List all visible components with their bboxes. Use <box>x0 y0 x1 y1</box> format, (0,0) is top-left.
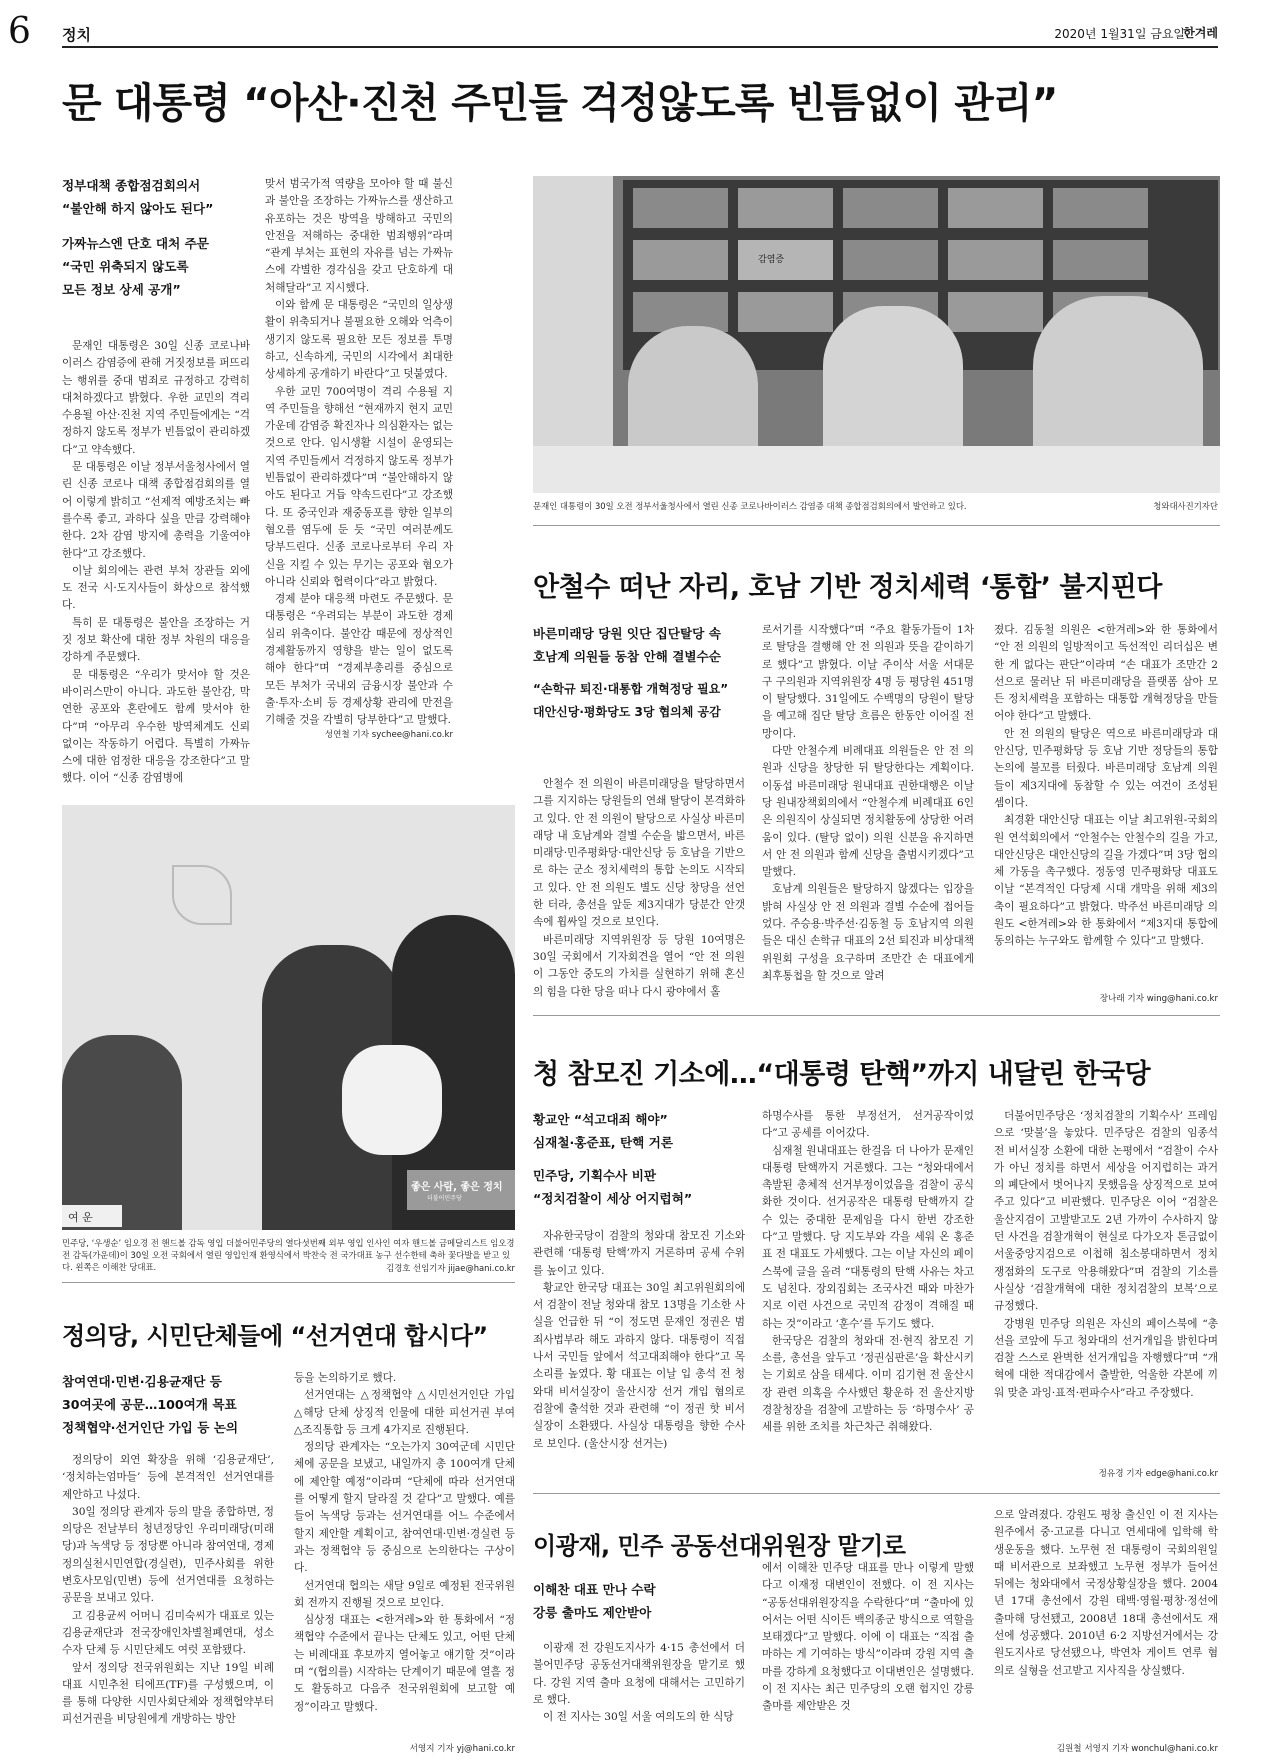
paragraph: 앞서 정의당 전국위원회는 지난 19일 비례대표 시민추천 티에프(TF)를 구성했으며, 이를 통해 다양한 시민사회단체와 정책협약부터 피선거권을 비당원에게 개방하는 방안 <box>62 1661 274 1726</box>
leaf-decoration <box>172 865 232 925</box>
article2-subhead: 호남계 의원들 동참 안해 결별수순 <box>533 649 721 664</box>
divider <box>533 1493 1220 1494</box>
paragraph: 이광재 전 강원도지사가 4·15 총선에서 더불어민주당 공동선거대책위원장을 맡기로 했다. 강원 지역 출마 요청에 대해서는 고민하기로 했다. <box>533 1642 745 1706</box>
article2-headline: 안철수 떠난 자리, 호남 기반 정치세력 ‘통합’ 불지핀다 <box>533 572 1162 603</box>
article5-byline: 김원철 서영지 기자 wonchul@hani.co.kr <box>1056 1744 1218 1754</box>
backdrop-text: 좋은 사람, 좋은 정치 <box>411 1182 503 1193</box>
meeting-photo <box>533 176 1220 493</box>
article4-subheads <box>62 1370 262 1439</box>
article2-subhead: “손학규 퇴진·대통합 개혁정당 필요” <box>533 682 729 696</box>
article5-subhead: 이해찬 대표 만나 수락 <box>533 1582 656 1597</box>
paper-name: 한겨레 <box>1183 26 1218 40</box>
paragraph: 하명수사를 통한 부정선거, 선거공작이었다”고 공세를 이어갔다. <box>762 1110 974 1140</box>
article2-byline: 장나래 기자 wing@hani.co.kr <box>1099 994 1218 1004</box>
paragraph: 선거연대 협의는 새달 9일로 예정된 전국위원회 전까지 진행될 것으로 보인다. <box>294 1579 515 1609</box>
person-seated <box>62 1035 182 1230</box>
backdrop-sub: 더불어민주당 <box>427 1195 462 1202</box>
paragraph: 정의당이 외연 확장을 위해 ‘김용균재단’, ‘정치하는엄마들’ 등에 본격적인 선거연대를 제안하고 나섰다. <box>62 1454 274 1501</box>
article1-subhead: 가짜뉴스엔 단호 대처 주문 <box>62 236 209 251</box>
page-number: 6 <box>8 11 31 52</box>
article3-subhead: 황교안 “석고대죄 해야” <box>533 1112 668 1127</box>
article2-column-3 <box>994 622 1218 990</box>
photo1-credit: 청와대사진기자단 <box>1153 501 1218 511</box>
paragraph: 호남계 의원들은 탈당하지 않겠다는 입장을 밝혀 사실상 안 전 의원과 결별 수순에 접어들었다. 주승용·박주선·김동철 등 호남지역 의원들은 대신 손학규 대표의 2선 퇴진과 비상대책위원회 구성을 요구하며 조만간 손 대표에게 최후통첩을 할 것으로 알려 <box>762 883 974 982</box>
paragraph: 특히 문 대통령은 불안을 조장하는 거짓 정보 확산에 대한 정부 차원의 대응을 강하게 주문했다. <box>62 616 250 664</box>
article2-subhead: 대안신당·평화당도 3당 협의체 공감 <box>533 705 721 719</box>
paragraph: 우한 교민 700여명이 격리 수용될 지역 주민들을 향해선 “현재까지 현지 교민 가운데 감염증 확진자나 의심환자는 없는 것으로 안다. 임시생활 시설이 운영되는 지역 주민들께서 걱정하지 않도록 정부가 빈틈없이 관리하겠다”며 “불안해하지 않아도 된다고 거듭 약속드린다”고 강조했다. 또 중국인과 재중동포를 향한 일부의 혐오를 염두에 둔 듯 “국민 여러분께도 당부드린다. 신종 코로나로부터 우리 자신을 지킬 수 있는 무기는 공포와 혐오가 아니라 신뢰와 협력이다”라고 밝혔다. <box>265 385 453 588</box>
issue-date: 2020년 1월31일 금요일 <box>1054 27 1185 41</box>
paragraph: 심상정 대표는 <한겨레>와 한 통화에서 “정책협약 수준에서 끝나는 단체도 있고, 어떤 단체는 비례대표 후보까지 열어놓고 얘기할 것”이라며 “(협의를) 시작하는 단계이기 때문에 열흘 정도 활동하고 다음주 전국위원회에 보고할 예정”이라고 말했다. <box>294 1614 515 1713</box>
article5-subheads <box>533 1578 733 1624</box>
paragraph: 다만 안철수계 비례대표 의원들은 안 전 의원과 신당을 창당한 뒤 탈당한다는 계획이다. 이동섭 바른미래당 원내대표 권한대행은 이날 당 원내장책회의에서 “안철수계 비례대표 6인은 의원직이 상실되면 정치활동에 상당한 어려움이 있다. (탈당 없이) 의원 신분을 유지하면서 안 전 의원과 함께 신당을 출범시키겠다”고 말했다. <box>762 745 974 879</box>
article1-subhead: 정부대책 종합점검회의서 <box>62 178 201 193</box>
article3-column-1 <box>533 1228 745 1478</box>
backdrop-banner <box>407 1170 515 1210</box>
divider <box>533 525 1220 526</box>
article2-column-2 <box>762 622 974 1000</box>
paragraph: 바른미래당 지역위원장 등 당원 10여명은 30일 국회에서 기자회견을 열어 “안 전 의원이 그동안 중도의 가치를 실현하기 위해 혼신의 힘을 다한 당을 떠나 다시 광야에서 홀 <box>533 933 745 998</box>
article3-subhead: 민주당, 기획수사 비판 <box>533 1168 657 1183</box>
article5-headline: 이광재, 민주 공동선대위원장 맡기로 <box>533 1532 906 1560</box>
paragraph: 문재인 대통령은 30일 신종 코로나바이러스 감염증에 관해 거짓정보를 퍼뜨리는 행위를 중대 범죄로 규정하고 강력히 대처하겠다고 밝혔다. 우한 교민의 격리 수용될 아산·진천 지역 주민들에게는 “걱정하지 않도록 정부가 빈틈없이 관리하겠다”고 약속했다. <box>62 340 250 456</box>
article5-column-3 <box>994 1507 1218 1739</box>
article4-subhead: 참여연대·민변·김용균재단 등 <box>62 1374 222 1389</box>
divider <box>533 1015 1220 1016</box>
paragraph: 문 대통령은 이날 정부서울청사에서 열린 신종 코로나 대책 종합점검회의를 열어 이렇게 밝히고 “선제적 예방조치는 빠를수록 좋고, 과하다 싶을 만큼 강력해야 한다. 2차 감염 방지에 총력을 기울여야 한다”고 강조했다. <box>62 461 250 560</box>
paragraph: 황교안 한국당 대표는 30일 최고위원회의에서 검찰이 전날 청와대 참모 13명을 기소한 사실을 언급한 뒤 “이 정도면 문재인 정권은 범죄사법부라 해도 과하지 않다. 대통령이 직접 나서 국민들 앞에서 석고대죄해야 한다”고 목소리를 높였다. 황 대표는 이날 입 총석 전 청와대 비서실장이 울산시장 선거 개입 혐의로 검찰에 출석한 것과 관련해 “이 정권 핫 비서실장이 소환됐다. 사실상 대통령을 향한 수사로 보인다. (울산시장 선거는) <box>533 1281 745 1450</box>
paragraph: 더불어민주당은 ‘정치검찰의 기획수사’ 프레임으로 ‘맞불’을 놓았다. 민주당은 검찰의 임종석 전 비서실장 소환에 대한 논평에서 “검찰이 수사가 아닌 정치를 하면서 세상을 어지럽히는 과거의 폐단에서 벗어나지 못했음을 상징적으로 보여주고 있다”고 비판했다. 민주당은 이어 “검찰은 울산지검이 고발받고도 2년 가까이 수사하지 않던 사건을 검찰개혁이 현실로 다가오자 톤금없이 서울중앙지검으로 이첩해 침소봉대하면서 정치쟁점화의 도구로 악용해왔다”며 검찰의 기소를 사실상 ‘검찰개혁에 대한 정치검찰의 보복’으로 규정했다. <box>994 1110 1218 1313</box>
article3-headline: 청 참모진 기소에…“대통령 탄핵”까지 내달린 한국당 <box>533 1059 1151 1090</box>
paragraph: 고 김용균씨 어머니 김미숙씨가 대표로 있는 김용균재단과 전국장애인차별철폐연대, 성소수자 단체 등 시민단체도 여럿 포함됐다. <box>62 1609 274 1657</box>
article2-subhead: 바른미래당 당원 잇단 집단탈당 속 <box>533 626 721 641</box>
paragraph: 으로 알려졌다. 강원도 평창 출신인 이 전 지사는 원주에서 중·고교를 다니고 연세대에 입학해 학생운동을 했다. 노무현 전 대통령이 국회의원일 때 비서관으로 보좌했고 노무현 정부가 들어선 뒤에는 청와대에서 국정상황실장을 했다. 2004년 17대 총선에서 강원 태백·영월·평창·정선에 출마해 당선됐고, 2008년 18대 총선에서도 재선에 성공했다. 2010년 6·2 지방선거에서는 강원도지사로 당선됐으나, 박연차 게이트 연루 혐의로 실형을 선고받고 지사직을 상실했다. <box>994 1509 1218 1677</box>
photo2-credit: 김경호 선임기자 jijae@hani.co.kr <box>386 1263 515 1273</box>
article1-subhead: 모든 정보 상세 공개” <box>62 282 181 297</box>
paragraph: 에서 이해찬 민주당 대표를 만나 이렇게 말했다고 이재정 대변인이 전했다. 이 전 지사는 “공동선대위원장직을 수락한다”며 “출마에 있어서는 어떤 식이든 백의종군 방식으로 역할을 보태겠다”고 말했다. 이에 이 대표는 “직접 출마하는 게 기여하는 방식”이라며 강원 지역 출마를 강하게 요청했다고 이대변인은 설명했다. 이 전 지사는 최근 민주당의 오랜 험지인 강릉 출마를 제안받은 것 <box>762 1562 974 1713</box>
party-photo <box>62 805 515 1230</box>
nameplate: 여 운 <box>62 1205 122 1227</box>
article4-subhead: 정책협약·선거인단 가입 등 논의 <box>62 1420 239 1435</box>
paragraph: 로서기를 시작했다”며 “주요 활동가들이 1차로 탈당을 결행해 안 전 의원과 뜻을 같이하기로 했다”고 밝혔다. 이날 주이삭 서울 서대문구 구의원과 지역위원장 4명 등 평당원 451명이 탈당했다. 31일에도 수백명의 당원이 탈당을 예고해 집단 탈당 흐름은 한동안 이어질 전망이다. <box>762 624 974 740</box>
article1-headline: 문 대통령 “아산·진천 주민들 걱정않도록 빈틈없이 관리” <box>62 79 1058 127</box>
paragraph: 안철수 전 의원이 바른미래당을 탈당하면서 그를 지지하는 당원들의 연쇄 탈당이 본격화하고 있다. 안 전 의원이 탈당으로 사실상 바른미래당 내 호남계와 결별 수순을 밟으면서, 바른미래당·민주평화당·대안신당 등 호남을 기반으로 하는 군소 정치세력의 통합 논의도 시작되고 있다. 안 전 의원도 별도 신당 창당을 선언한 터라, 총선을 앞둔 제3지대가 당분간 안갯속에 휩싸일 것으로 보인다. <box>533 778 745 929</box>
article4-byline: 서영지 기자 yj@hani.co.kr <box>409 1744 515 1754</box>
photo2-caption: 민주당, ‘우생순’ 임오경 전 핸드볼 감독 영입 더불어민주당의 열다섯번째 외부 영입 인사인 여자 핸드볼 금메달리스트 임오경 전 감독(가운데)이 30일 오전 국회에서 열린 영입인재 환영식에서 박찬숙 전 국가대표 농구 선수한테 축하 꽃다발을 받고 있다. 왼쪽은 이해찬 당대표. <box>62 1238 515 1272</box>
paragraph: 경제 분야 대응책 마련도 주문했다. 문 대통령은 “우려되는 부분이 과도한 경제 심리 위축이다. 불안감 때문에 정상적인 경제활동까지 영향을 받는 일이 없도록 해야 한다”며 “경제부총리를 중심으로 모든 부처가 국내외 금융시장 불안과 수출·투자·소비 등 경제상황 관리에 만전을 기해줄 것을 각별히 당부한다”고 말했다. <box>265 593 453 727</box>
article4-headline: 정의당, 시민단체들에 “선거연대 합시다” <box>62 1322 488 1350</box>
paragraph: 안 전 의원의 탈당은 역으로 바른미래당과 대안신당, 민주평화당 등 호남 기반 정당들의 통합 논의에 불꼬를 터줬다. 바른미래당 호남계 의원들이 제3지대에 동참할 수 있는 여건이 조성된 셈이다. <box>994 727 1218 809</box>
table <box>533 446 1220 493</box>
paragraph: 졌다. 김동철 의원은 <한겨레>와 한 통화에서 “안 전 의원의 일방적이고 독선적인 리더십은 변한 게 없다는 판단”이라며 “손 대표가 조만간 2선으로 물러난 뒤 바른미래당을 플랫폼 삼아 모든 정치세력을 포함하는 대통합 개혁정당을 만들어야 한다”고 말했다. <box>994 624 1218 723</box>
paragraph: 이 전 지사는 30일 서울 여의도의 한 식당 <box>543 1711 734 1724</box>
paragraph: 맞서 범국가적 역량을 모아야 할 때 불신과 불안을 조장하는 가짜뉴스를 생산하고 유포하는 것은 방역을 방해하고 국민의 안전을 저해하는 중대한 범죄행위”라며 “관계 부처는 표현의 자유를 넘는 가짜뉴스에 각별한 경각심을 갖고 단호하게 대처해달라”고 지시했다. <box>265 178 453 294</box>
article3-byline: 정유경 기자 edge@hani.co.kr <box>1098 1469 1218 1479</box>
article1-subheads <box>62 174 252 301</box>
article4-column-2 <box>294 1370 515 1740</box>
paragraph: 30일 정의당 관계자 등의 말을 종합하면, 정의당은 전날부터 청년정당인 우리미래당(미래당)과 녹색당 등 정당뿐 아니라 참여연대, 경제정의실천시민연합(경실련), 민주사회를 위한 변호사모임(민변) 등에 선거연대를 요청하는 공문을 보내고 있다. <box>62 1505 274 1605</box>
article1-subhead: “불안해 하지 않아도 된다” <box>62 201 214 216</box>
article1-subhead: “국민 위축되지 않도록 <box>62 259 189 274</box>
article3-column-3 <box>994 1108 1218 1466</box>
article3-subhead: “정치검찰이 세상 어지럽혀” <box>533 1191 693 1206</box>
paragraph: 이날 회의에는 관련 부처 장관들 외에도 전국 시·도지사들이 화상으로 참석했다. <box>62 564 250 612</box>
article5-column-1 <box>533 1640 745 1750</box>
article2-column-1 <box>533 776 745 1000</box>
paragraph: 최경환 대안신당 대표는 이날 최고위원-국회의원 연석회의에서 “안철수는 안철수의 길을 가고, 대안신당은 대안신당의 길을 가겠다”며 3당 협의체 가동을 촉구했다. 정동영 민주평화당 대표도 이날 “본격적인 다당제 시대 개막을 위해 제3의 축이 필요하다”고 밝혔다. 박주선 바른미래당 의원도 <한겨레>와 한 통화에서 “제3지대 통합에 동의하는 누구와도 함께할 수 있다”고 말했다. <box>994 814 1218 948</box>
article3-subhead: 심재철·홍준표, 탄핵 거론 <box>533 1135 673 1150</box>
screen-text: 감염증 <box>758 255 785 265</box>
paragraph: 선거연대는 △정책협약 △시민선거인단 가입 △해당 단체 상징적 인물에 대한 피선거권 부여 △조직통합 등 크게 4가지로 진행된다. <box>294 1389 515 1436</box>
article3-column-2 <box>762 1108 974 1478</box>
article5-subhead: 강릉 출마도 제안받아 <box>533 1605 652 1620</box>
paragraph: 이와 함께 문 대통령은 “국민의 일상생활이 위축되거나 불필요한 오해와 억측이 생기지 않도록 필요한 모든 정보를 투명하고, 신속하게, 국민의 시각에서 최대한 상세하게 공개하기 바란다”고 덧붙였다. <box>265 299 453 381</box>
paragraph: 강병원 민주당 의원은 자신의 페이스북에 “총선을 코앞에 두고 청와대의 선거개입을 밝힌다며 검찰 스스로 완벽한 선거개입을 자행했다”며 “개혁에 대한 적대감에서 출발한, 억울한 각본에 끼워 맞춘 과잉·표적·편파수사”라고 주장했다. <box>994 1317 1218 1399</box>
divider <box>62 1282 515 1283</box>
article1-column-2 <box>265 176 453 726</box>
photo1-caption: 문재인 대통령이 30일 오전 정부서울청사에서 열린 신종 코로나바이러스 감염증 대책 종합점검회의에서 발언하고 있다. <box>533 501 967 511</box>
bouquet <box>342 1045 442 1155</box>
section-label: 정치 <box>62 26 91 44</box>
paragraph: 한국당은 검찰의 청와대 전·현직 참모진 기소를, 총선을 앞두고 ‘정권심판론’을 확산시키는 기회로 삼을 태세다. 이미 김기현 전 울산시장 관련 의혹을 수사했던 황운하 전 울산지방경찰청장을 검찰에 고발하는 등 ‘하명수사’ 공세를 위한 조치를 차근차근 취해왔다. <box>762 1334 974 1434</box>
paragraph: 자유한국당이 검찰의 청와대 참모진 기소와 관련해 ‘대통령 탄핵’까지 거론하며 공세 수위를 높이고 있다. <box>533 1230 745 1277</box>
paragraph: 문 대통령은 “우리가 맞서야 할 것은 바이러스만이 아니다. 과도한 불안감, 막연한 공포와 혼란에도 함께 맞서야 한다”며 “아무리 우수한 방역체계도 신뢰 없이는 작동하기 어렵다. 특별히 가짜뉴스에 대한 엄정한 대응을 강조한다”고 말했다. 이어 “신종 감염병에 <box>62 668 250 785</box>
article4-subhead: 30여곳에 공문…100여개 목표 <box>62 1397 237 1412</box>
article1-byline: 성연철 기자 sychee@hani.co.kr <box>324 730 453 740</box>
article4-column-1 <box>62 1452 274 1752</box>
paragraph: 심재철 원내대표는 한걸음 더 나아가 문재인 대통령 탄핵까지 거론했다. 그는 “청와대에서 촉발된 총체적 선거부정이었음을 검찰이 공식화한 것이다. 선거공작은 대통령 탄핵까지 갈 수 있는 중대한 문제임을 다시 한번 강조한다”고 말했다. 당 지도부와 각을 세워 온 홍준표 전 대표도 가세했다. 그는 이날 자신의 페이스북에 글을 올려 “대통령의 탄핵 사유는 차고도 넘친다. 장외집회는 조국사건 때와 마찬가지로 이런 사건으로 국민적 감정이 격해질 때 하는 것”이라고 ‘훈수’를 두기도 했다. <box>762 1144 974 1330</box>
paragraph: 등을 논의하기로 했다. <box>294 1372 397 1384</box>
header-rule <box>62 46 1218 48</box>
article5-column-2 <box>762 1560 974 1750</box>
article3-subheads <box>533 1108 743 1210</box>
article1-column-1 <box>62 338 250 785</box>
article2-subheads <box>533 622 753 724</box>
paragraph: 정의당 관계자는 “오는가지 30여군데 시민단체에 공문을 보냈고, 내일까지 총 100여개 단체에 제안할 예정”이라며 “단체에 따라 선거연대를 어떻게 할지 달라질 것 같다”고 말했다. 예를 들어 녹색당 등과는 선거연대를 어느 수준에서 할지 제안할 계획이고, 참여연대·민변·경실련 등과는 정책협약 등 중심으로 논의한다는 구상이다. <box>294 1441 515 1575</box>
